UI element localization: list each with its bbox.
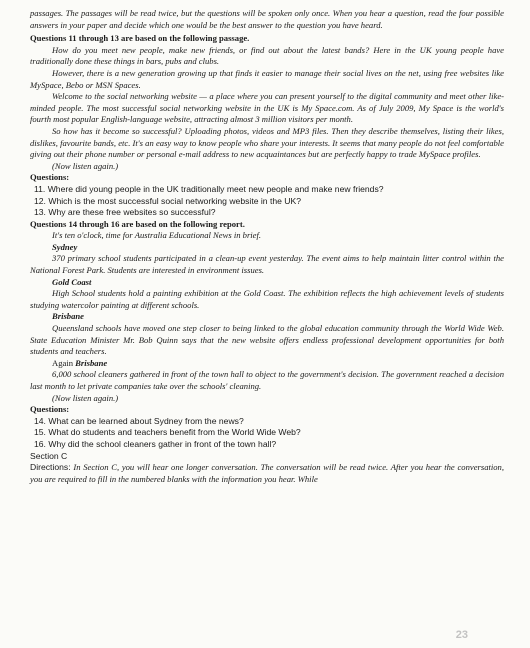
directions-text <box>30 462 504 485</box>
paragraph: Welcome to the social networking website — a place where you can present yourself to the digital community and meet other like-minded people. The most successful social networking website in the UK is My Space.com. As of July 2009, My Space is the world's fourth most popular English-language website, attracting almost 3 million visitors per month. <box>30 91 504 125</box>
again-line <box>30 358 504 370</box>
paragraph: 370 primary school students participated in a clean-up event yesterday. The event aims to help maintain litter control within the National Forest Park. Students are interested in environment issues. <box>30 253 504 276</box>
paragraph: Queensland schools have moved one step closer to being linked to the global education community through the World Wide Web. State Education Minister Mr. Bob Quinn says that the new website offers endless professional development opportunities for both students and teachers. <box>30 323 504 357</box>
paragraph: How do you meet new people, make new friends, or find out about the latest bands? Here in the UK young people have traditionally done these things in bars, pubs and clubs. <box>30 44 504 67</box>
section-heading: Questions 11 through 13 are based on the following passage. <box>30 33 250 44</box>
section-heading: Questions 14 through 16 are based on the following report. <box>30 218 245 229</box>
city-heading: Sydney <box>52 241 78 252</box>
questions-label: Questions: <box>30 172 70 183</box>
directions-label: Directions: <box>30 462 71 473</box>
city-heading: Gold Coast <box>52 276 92 287</box>
listen-again-note: (Now listen again.) <box>52 160 119 171</box>
city-heading: Brisbane <box>52 311 84 322</box>
page-number: 23 <box>455 629 468 642</box>
paragraph: High School students hold a painting exhibition at the Gold Coast. The exhibition reflects the high achievement levels of students studying watercolor painting at different schools. <box>30 288 504 310</box>
question-item: 11. Where did young people in the UK traditionally meet new people and make new friends? <box>34 183 384 194</box>
paragraph: It's ten o'clock, time for Australia Educational News in brief. <box>52 230 262 241</box>
question-item: 13. Why are these free websites so successful? <box>34 207 216 218</box>
again-city: Brisbane <box>75 357 108 368</box>
questions-label: Questions: <box>30 404 70 415</box>
again-label: Again <box>52 357 74 368</box>
paragraph: 6,000 school cleaners gathered in front of the town hall to object to the government's decision. The government reached a decision last month to let private companies take over the schools' cleaning. <box>30 369 504 391</box>
paragraph: So how has it become so successful? Uploading photos, videos and MP3 files. Then they describe themselves, listing their likes, dislikes, favourite bands, etc. It's an easy way to know people who share your interests. It seems that many people do not feel comfortable giving out their phone number or personal e-mail address to new acquaintances but are perfectly happy to trade MySpace profiles. <box>30 125 504 160</box>
section-c-title: Section C <box>30 450 68 461</box>
intro-text: passages. The passages will be read twice, but the questions will be spoken only once. When you hear a question, read the four possible answers in your paper and decide which one would be the best answer to the question you have heard. <box>30 8 504 30</box>
question-item: 14. What can be learned about Sydney from the news? <box>34 415 244 426</box>
listen-again-note: (Now listen again.) <box>52 392 119 403</box>
question-item: 12. Which is the most successful social networking website in the UK? <box>34 195 302 206</box>
paragraph: However, there is a new generation growing up that finds it easier to manage their social lives on the net, using free websites like MySpace, Bebo or MSN Spaces. <box>30 67 504 90</box>
question-item: 15. What do students and teachers benefit from the World Wide Web? <box>34 427 301 438</box>
question-item: 16. Why did the school cleaners gather in front of the town hall? <box>34 438 277 449</box>
directions-body: In Section C, you will hear one longer conversation. The conversation will be read twice. After you hear the conversation, you are required to fill in the numbered blanks with the information you hear. While <box>30 462 505 484</box>
